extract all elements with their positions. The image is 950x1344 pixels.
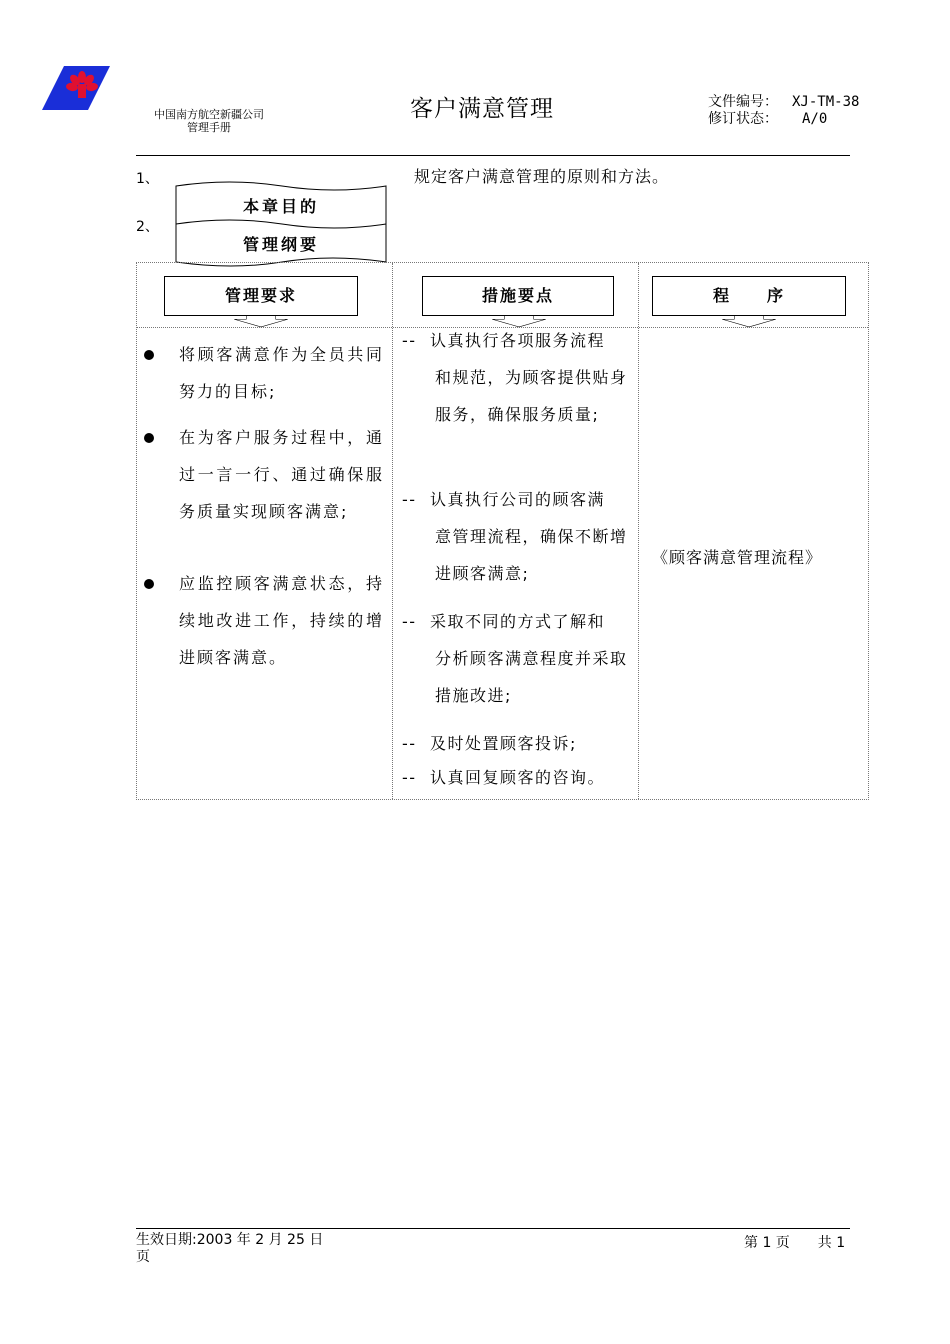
document-meta xyxy=(708,94,859,127)
requirement-item: 应监控顾客满意状态，持续地改进工作，持续的增进顾客满意。 xyxy=(144,565,384,676)
measure-item: -- 及时处置顾客投诉; xyxy=(402,734,577,753)
footer-page-word: 页 xyxy=(136,1249,150,1265)
banner-purpose-label: 本章目的 xyxy=(242,197,319,216)
footer-rule xyxy=(136,1228,850,1229)
company-name-block xyxy=(145,108,273,134)
column-divider xyxy=(392,263,393,799)
purpose-text: 规定客户满意管理的原则和方法。 xyxy=(414,167,670,186)
banner-outline-label: 管理纲要 xyxy=(242,235,319,254)
doc-no-value: XJ-TM-38 xyxy=(792,94,860,110)
header-rule xyxy=(136,155,850,156)
measure-item: -- 认真执行公司的顾客满 意管理流程，确保不断增进顾客满意; xyxy=(402,490,628,583)
item-1-number: 1、 xyxy=(136,171,159,187)
revision-value: A/0 xyxy=(802,111,828,127)
arrow-down-icon xyxy=(212,316,310,328)
column-divider xyxy=(638,263,639,799)
page-title: 客户满意管理 xyxy=(410,96,554,122)
item-2-number: 2、 xyxy=(136,219,159,235)
measure-item: -- 认真回复顾客的咨询。 xyxy=(402,768,606,787)
measure-item: -- 采取不同的方式了解和 分析顾客满意程度并采取措施改进; xyxy=(402,612,628,705)
revision-label: 修订状态： xyxy=(708,111,778,127)
bullet-icon xyxy=(144,350,154,360)
measure-item: -- 认真执行各项服务流程 和规范，为顾客提供贴身服务，确保服务质量; xyxy=(402,331,628,424)
col-header-procedure: 程 序 xyxy=(652,276,846,316)
footer-page-info: 第 1 页 共 1 xyxy=(744,1235,846,1251)
requirement-item: 将顾客满意作为全员共同努力的目标; xyxy=(144,336,384,410)
company-name: 中国南方航空新疆公司 xyxy=(154,108,264,121)
bullet-icon xyxy=(144,433,154,443)
col-header-requirements: 管理要求 xyxy=(164,276,358,316)
company-logo xyxy=(42,64,112,112)
footer-effective-date: 生效日期:2003 年 2 月 25 日 页 xyxy=(136,1232,324,1265)
manual-name: 管理手册 xyxy=(187,121,231,134)
procedure-reference: 《顾客满意管理流程》 xyxy=(652,548,823,567)
doc-no-label: 文件编号： xyxy=(708,94,778,110)
col-header-measures: 措施要点 xyxy=(422,276,614,316)
bullet-icon xyxy=(144,579,154,589)
requirement-item: 在为客户服务过程中，通过一言一行、通过确保服务质量实现顾客满意; xyxy=(144,419,384,530)
arrow-down-icon xyxy=(700,316,798,328)
